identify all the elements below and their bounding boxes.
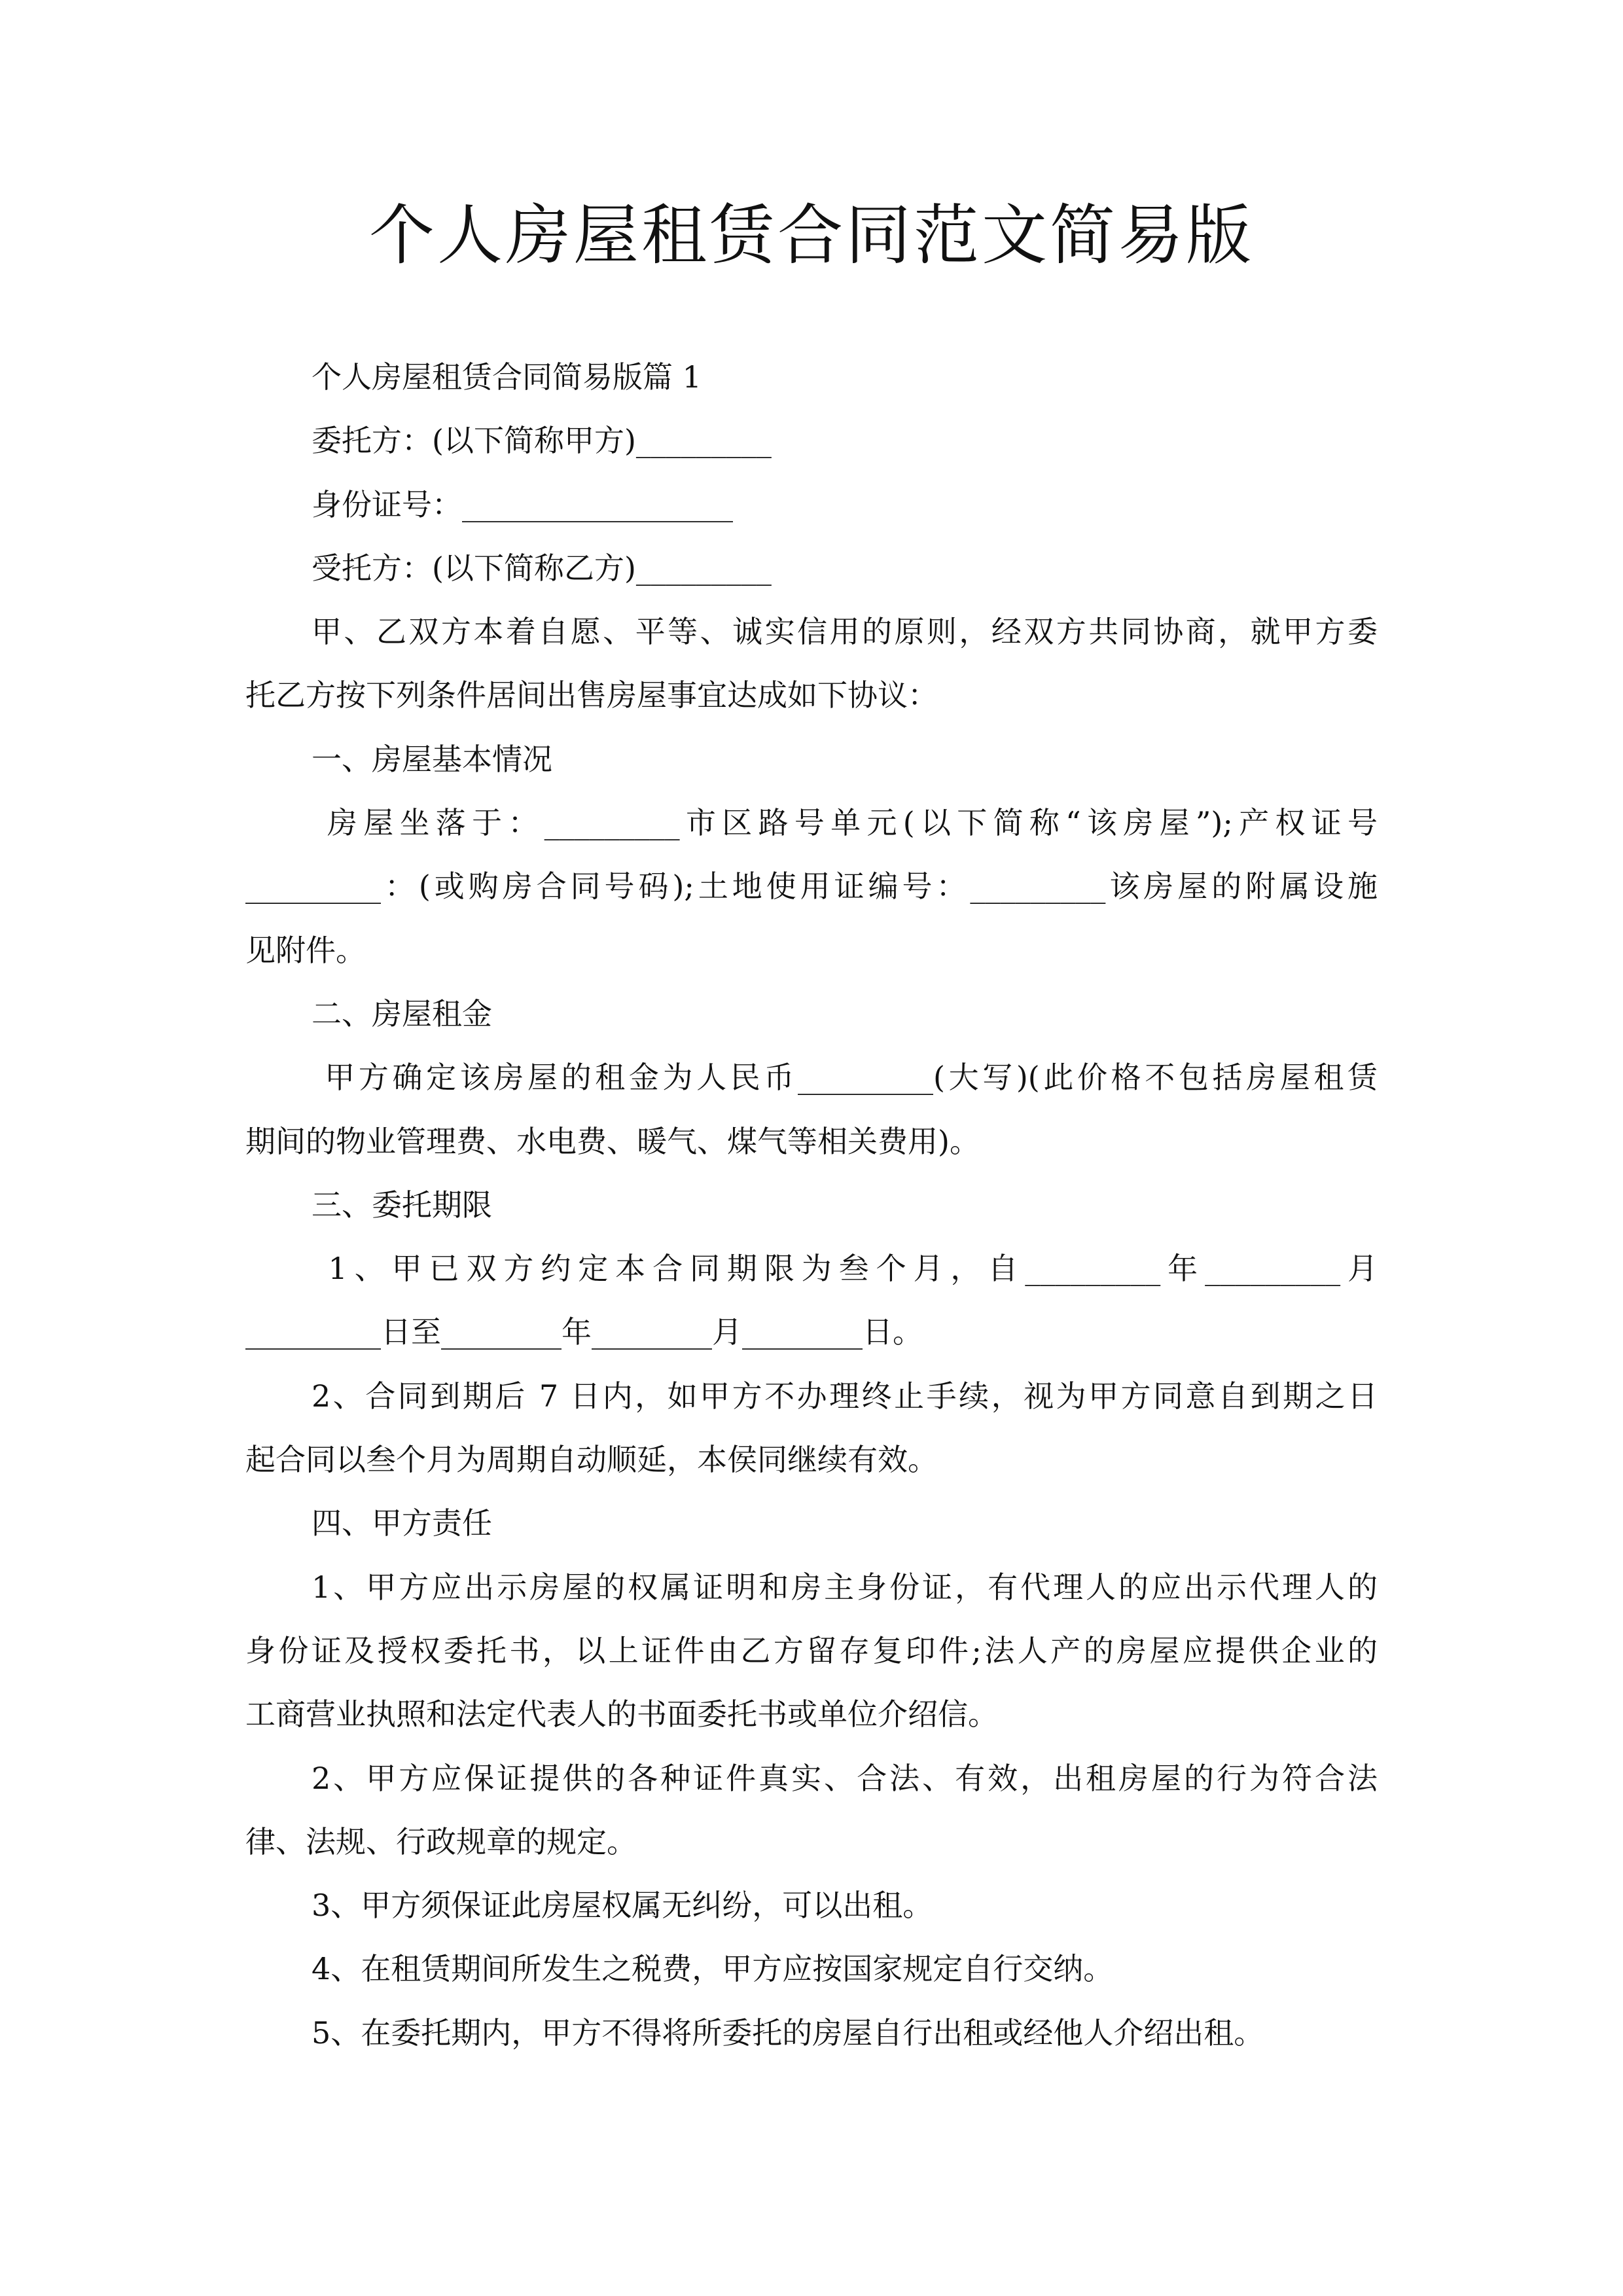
paragraph-line: 身份证号：__________________: [312, 486, 733, 522]
paragraph: [245, 1365, 1378, 1492]
paragraph: [245, 537, 1378, 600]
paragraph: [245, 728, 1378, 791]
paragraph-line: 律、法规、行政规章的规定。: [245, 1823, 637, 1859]
paragraph: [245, 1937, 1378, 2001]
paragraph-line: 三、委托期限: [312, 1187, 492, 1223]
paragraph: [245, 409, 1378, 473]
paragraph: [245, 982, 1378, 1046]
paragraph-line: 见附件。: [245, 932, 366, 968]
paragraph-line: 甲方确定该房屋的租金为人民币_________(大写)(此价格不包括房屋租赁: [312, 1060, 1378, 1096]
paragraph-line: 个人房屋租赁合同简易版篇 1: [312, 359, 702, 395]
paragraph-line: 房屋坐落于：_________市区路号单元(以下简称“该房屋”);产权证号: [312, 805, 1378, 841]
paragraph-line: 期间的物业管理费、水电费、暖气、煤气等相关费用)。: [245, 1123, 980, 1159]
paragraph-line: 二、房屋租金: [312, 996, 492, 1031]
paragraph-line: 起合同以叁个月为周期自动顺延，本侯同继续有效。: [245, 1442, 938, 1478]
paragraph-line: 托乙方按下列条件居间出售房屋事宜达成如下协议：: [245, 677, 938, 713]
paragraph-line: _________：(或购房合同号码);土地使用证编号：_________该房屋的附属设施: [245, 869, 1378, 905]
paragraph-line: _________日至________年________月________日。: [245, 1314, 923, 1350]
paragraph: [245, 600, 1378, 728]
paragraph: [245, 2001, 1378, 2065]
paragraph-line: 3、甲方须保证此房屋权属无纠纷，可以出租。: [312, 1888, 933, 1924]
paragraph-line: 5、在委托期内，甲方不得将所委托的房屋自行出租或经他人介绍出租。: [312, 2015, 1264, 2051]
paragraph: [245, 1747, 1378, 1874]
paragraph-line: 受托方：(以下简称乙方)_________: [312, 550, 772, 586]
paragraph-line: 1、甲已双方约定本合同期限为叁个月，自_________年_________月: [312, 1251, 1378, 1287]
paragraph: [245, 1174, 1378, 1237]
paragraph-line: 2、甲方应保证提供的各种证件真实、合法、有效，出租房屋的行为符合法: [312, 1760, 1378, 1796]
paragraph-line: 工商营业执照和法定代表人的书面委托书或单位介绍信。: [245, 1696, 998, 1732]
document-body: [245, 346, 1378, 2065]
paragraph-line: 委托方：(以下简称甲方)_________: [312, 423, 772, 459]
paragraph-line: 2、合同到期后 7 日内，如甲方不办理终止手续，视为甲方同意自到期之日: [312, 1378, 1378, 1414]
paragraph: [245, 1874, 1378, 1937]
document-title: 个人房屋租赁合同范文简易版: [369, 197, 1254, 274]
paragraph: [245, 1237, 1378, 1365]
paragraph-line: 四、甲方责任: [312, 1505, 492, 1541]
paragraph-line: 4、在租赁期间所发生之税费，甲方应按国家规定自行交纳。: [312, 1951, 1114, 1987]
paragraph-line: 甲、乙双方本着自愿、平等、诚实信用的原则，经双方共同协商，就甲方委: [312, 614, 1378, 650]
paragraph-line: 身份证及授权委托书，以上证件由乙方留存复印件;法人产的房屋应提供企业的: [245, 1632, 1378, 1668]
paragraph: [245, 791, 1378, 982]
paragraph: [245, 473, 1378, 537]
paragraph: [245, 346, 1378, 409]
paragraph: [245, 1556, 1378, 1747]
paragraph-line: 一、房屋基本情况: [312, 741, 552, 777]
paragraph: [245, 1046, 1378, 1174]
paragraph-line: 1、甲方应出示房屋的权属证明和房主身份证，有代理人的应出示代理人的: [312, 1569, 1378, 1605]
paragraph: [245, 1492, 1378, 1555]
